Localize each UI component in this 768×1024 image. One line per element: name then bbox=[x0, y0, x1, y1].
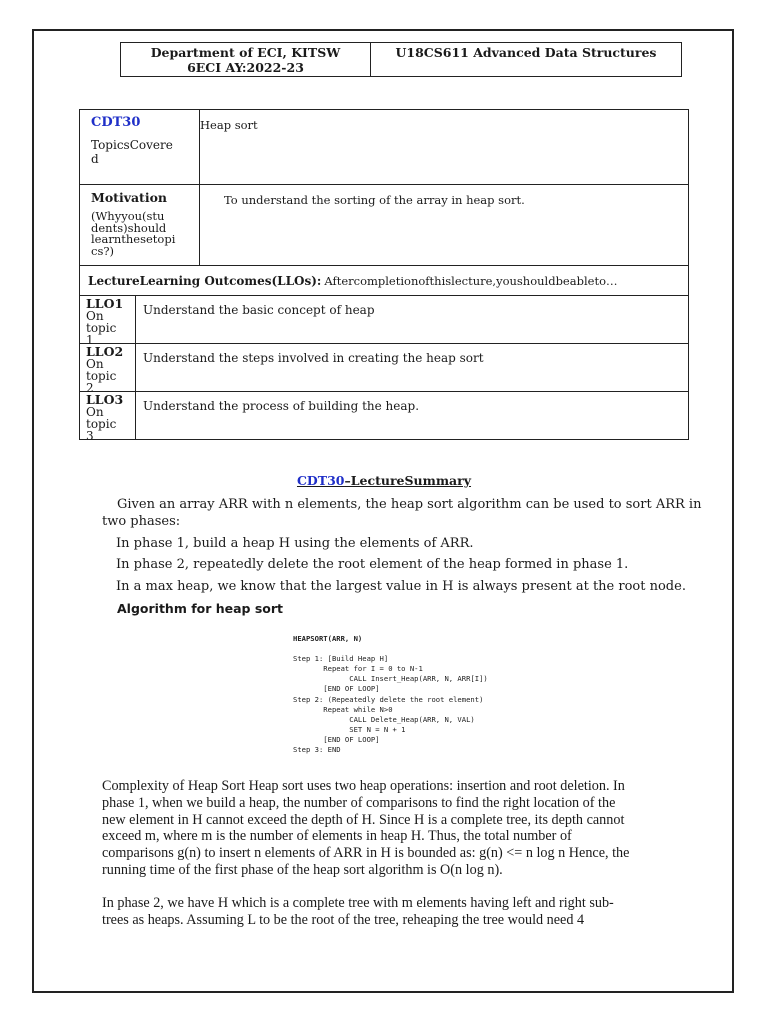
llo-label-cell bbox=[80, 392, 136, 439]
llo-on: On bbox=[86, 405, 104, 419]
topics-label bbox=[91, 138, 199, 166]
code-line: Step 1: [Build Heap H] bbox=[293, 654, 389, 664]
code-line: CALL Insert_Heap(ARR, N, ARR[I]) bbox=[293, 674, 488, 684]
llo-header-title: LectureLearning Outcomes(LLOs): bbox=[88, 273, 322, 288]
motivation-label-cell bbox=[80, 185, 200, 265]
complexity-line: running time of the first phase of the heap sort algorithm is O(n log n). bbox=[102, 861, 503, 878]
max-heap-text: In a max heap, we know that the largest value in H is always present at the root node. bbox=[116, 579, 686, 594]
llo-header-text: Aftercompletionofthislecture,youshouldbeableto… bbox=[324, 273, 618, 288]
intro-line1: Given an array ARR with n elements, the heap sort algorithm can be used to sort ARR in bbox=[117, 497, 702, 512]
topics-row bbox=[80, 110, 688, 185]
phase2-line: trees as heaps. Assuming L to be the root of the tree, reheaping the tree would need 4 bbox=[102, 911, 585, 928]
llo-on: On bbox=[86, 357, 104, 371]
motivation-question-line: learnthesetopi bbox=[91, 232, 176, 246]
header-table bbox=[120, 42, 682, 77]
phase2-paragraph bbox=[102, 895, 702, 929]
topics-label-line1: TopicsCovere bbox=[91, 138, 173, 152]
complexity-line: exceed m, where m is the number of elements in heap H. Thus, the total number of bbox=[102, 828, 572, 845]
llo-text: Understand the basic concept of heap bbox=[143, 303, 375, 317]
topics-label-line2: d bbox=[91, 152, 99, 166]
motivation-question bbox=[91, 211, 199, 257]
motivation-value: To understand the sorting of the array in heap sort. bbox=[224, 193, 525, 207]
code-line: HEAPSORT(ARR, N) bbox=[293, 634, 363, 644]
complexity-line: phase 1, when we build a heap, the number of comparisons to find the right location of the bbox=[102, 794, 616, 811]
llo-topic: topic bbox=[86, 321, 117, 335]
motivation-question-line: dents)should bbox=[91, 220, 167, 235]
summary-title-code: CDT30 bbox=[296, 473, 345, 488]
academic-year: 6ECI AY:2022-23 bbox=[187, 60, 304, 75]
course-title: U18CS611 Advanced Data Structures bbox=[395, 45, 657, 60]
topics-label-cell bbox=[80, 110, 200, 184]
llo-row bbox=[80, 296, 688, 347]
motivation-question-line: cs?) bbox=[91, 243, 114, 258]
complexity-line: Complexity of Heap Sort Heap sort uses two heap operations: insertion and root deletion. In bbox=[102, 778, 625, 794]
phase1-text: In phase 1, build a heap H using the elements of ARR. bbox=[116, 536, 474, 551]
llo-id: LLO2 bbox=[86, 344, 124, 359]
motivation-question-line: (Whyyou(stu bbox=[91, 209, 165, 223]
code-line: Step 2: (Repeatedly delete the root element) bbox=[293, 694, 484, 704]
intro-line2: two phases: bbox=[102, 514, 181, 529]
llo-topic-number: 1 bbox=[86, 333, 94, 347]
llo-id: LLO1 bbox=[86, 296, 124, 311]
complexity-paragraph bbox=[102, 778, 702, 879]
llo-id: LLO3 bbox=[86, 392, 124, 407]
code-line: Repeat for I = 0 to N-1 bbox=[293, 664, 423, 674]
cdt-table bbox=[79, 109, 689, 440]
heapsort-pseudocode bbox=[293, 624, 488, 765]
summary-title-text: –LectureSummary bbox=[344, 473, 472, 488]
code-line: Step 3: END bbox=[293, 745, 341, 755]
department-cell bbox=[121, 43, 371, 76]
code-line: CALL Delete_Heap(ARR, N, VAL) bbox=[293, 714, 475, 724]
department-name: Department of ECI, KITSW bbox=[150, 45, 341, 60]
llo-on: On bbox=[86, 309, 104, 323]
llo-row bbox=[80, 344, 688, 395]
cdt-code: CDT30 bbox=[91, 115, 141, 130]
code-line: Repeat while N>0 bbox=[293, 704, 393, 714]
llo-topic-number: 2 bbox=[86, 381, 94, 395]
llo-text: Understand the steps involved in creating the heap sort bbox=[143, 351, 484, 365]
llo-row bbox=[80, 392, 688, 439]
code-line bbox=[293, 644, 488, 654]
code-line: SET N = N + 1 bbox=[293, 724, 406, 734]
llo-text: Understand the process of building the heap. bbox=[143, 399, 420, 413]
llo-header-row bbox=[80, 266, 688, 296]
algorithm-heading: Algorithm for heap sort bbox=[117, 601, 284, 616]
phase2-text: In phase 2, repeatedly delete the root element of the heap formed in phase 1. bbox=[116, 557, 629, 572]
summary-title bbox=[0, 473, 768, 488]
motivation-row bbox=[80, 185, 688, 266]
complexity-line: comparisons g(n) to insert n elements of ARR in H is bounded as: g(n) <= n log n Hence, the bbox=[102, 845, 630, 862]
code-line: [END OF LOOP] bbox=[293, 734, 380, 744]
llo-topic: topic bbox=[86, 369, 117, 383]
llo-label-cell bbox=[80, 296, 136, 347]
complexity-line: new element in H cannot exceed the depth of H. Since H is a complete tree, its depth cannot bbox=[102, 811, 625, 828]
llo-topic-number: 3 bbox=[86, 429, 94, 439]
llo-label-cell bbox=[80, 344, 136, 395]
motivation-label: Motivation bbox=[91, 190, 168, 205]
phase2-line: In phase 2, we have H which is a complete tree with m elements having left and right sub- bbox=[102, 895, 614, 911]
topics-value: Heap sort bbox=[200, 118, 258, 132]
llo-topic: topic bbox=[86, 417, 117, 431]
code-line: [END OF LOOP] bbox=[293, 684, 380, 694]
